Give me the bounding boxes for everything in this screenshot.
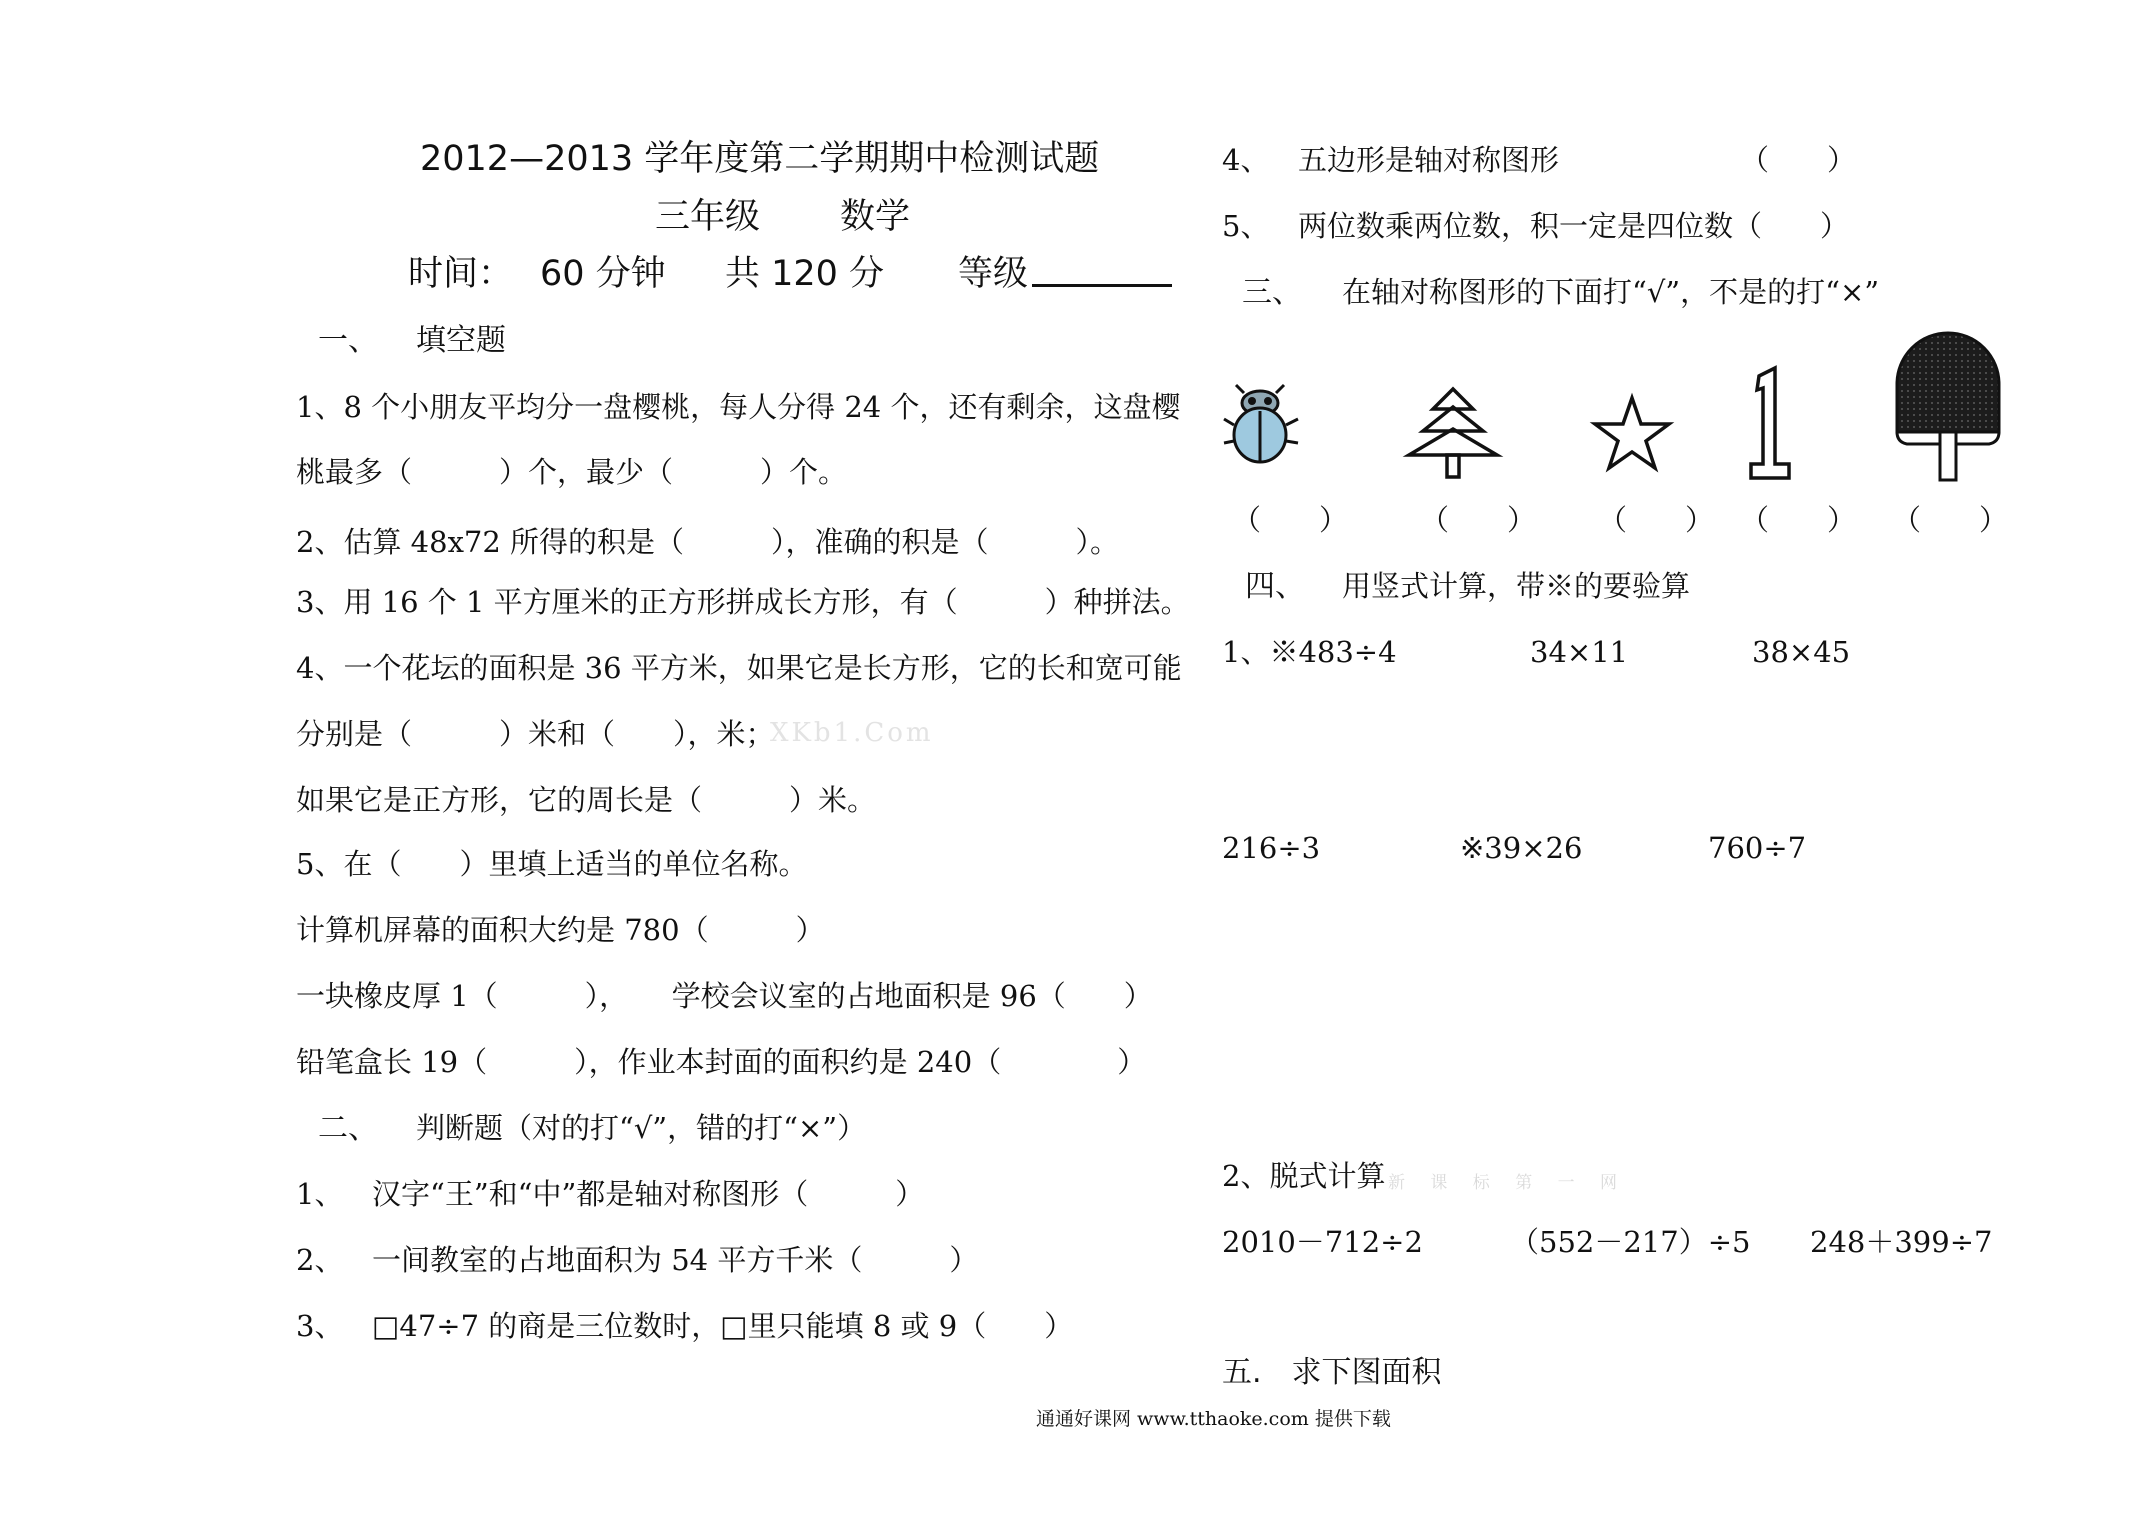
exam-title: 2012—2013 学年度第二学期期中检测试题 — [420, 139, 1100, 179]
section-3-title: 在轴对称图形的下面打“√”，不是的打“×” — [1342, 275, 1880, 309]
time-value: 60 分钟 — [540, 254, 666, 294]
judge-3: □47÷7 的商是三位数时，□里只能填 8 或 9（ ） — [372, 1309, 1074, 1343]
beetle-icon — [1222, 385, 1302, 465]
section-4-number: 四、 — [1245, 569, 1305, 604]
section-1-title: 填空题 — [416, 323, 506, 358]
q5-c: 铅笔盒长 19（ ），作业本封面的面积约是 240（ ） — [296, 1045, 1147, 1079]
calc-5: ※39×26 — [1460, 831, 1583, 865]
q1-line-2: 桃最多（ ）个，最少（ ）个。 — [296, 455, 848, 489]
calc-4: 216÷3 — [1222, 831, 1321, 865]
judge-2: 一间教室的占地面积为 54 平方千米（ ） — [372, 1243, 979, 1277]
grade-field-label: 等级 — [958, 254, 1029, 294]
grade-field — [958, 253, 1172, 295]
answer-paren-beetle: （ ） — [1232, 503, 1349, 537]
section-4-title: 用竖式计算，带※的要验算 — [1342, 569, 1691, 603]
answer-paren-star: （ ） — [1598, 503, 1715, 537]
judge-1-number: 1、 — [296, 1177, 344, 1211]
section-3-number: 三、 — [1242, 275, 1302, 310]
section-5-title: 五. 求下图面积 — [1222, 1355, 1442, 1390]
q1-line-1: 1、8 个小朋友平均分一盘樱桃，每人分得 24 个，还有剩余，这盘樱 — [296, 390, 1181, 424]
judge-4-paren: （ ） — [1740, 143, 1857, 177]
section-2-title: 判断题（对的打“√”，错的打“×”） — [416, 1111, 867, 1145]
tree-icon — [1405, 385, 1501, 481]
footer-credit: 通通好课网 www.tthaoke.com 提供下载 — [1036, 1408, 1391, 1430]
answer-paren-digit-one: （ ） — [1740, 503, 1857, 537]
judge-3-number: 3、 — [296, 1309, 344, 1343]
q3: 3、用 16 个 1 平方厘米的正方形拼成长方形，有（ ）种拼法。 — [296, 585, 1190, 619]
q4-line-1: 4、一个花坛的面积是 36 平方米，如果它是长方形，它的长和宽可能 — [296, 651, 1182, 685]
ping-pong-paddle-icon — [1893, 328, 2003, 484]
q5-a: 计算机屏幕的面积大约是 780（ ） — [296, 913, 825, 947]
calc-1: 1、※483÷4 — [1222, 635, 1397, 669]
q5-b: 一块橡皮厚 1（ ）， 学校会议室的占地面积是 96（ ） — [296, 979, 1153, 1013]
q4-line-2: 分别是（ ）米和（ ），米； — [296, 717, 775, 751]
digit-one-icon — [1745, 366, 1795, 482]
grade-blank-line — [1032, 254, 1172, 287]
step-calc-title: 2、脱式计算 — [1222, 1159, 1386, 1193]
judge-2-number: 2、 — [296, 1243, 344, 1277]
subject-label: 数学 — [840, 197, 911, 237]
expr-3: 248＋399÷7 — [1810, 1225, 1993, 1259]
q4-line-3: 如果它是正方形，它的周长是（ ）米。 — [296, 783, 877, 817]
grade-label: 三年级 — [655, 197, 761, 237]
time-label: 时间： — [408, 254, 514, 294]
judge-5: 两位数乘两位数，积一定是四位数（ ） — [1298, 209, 1850, 243]
q5: 5、在（ ）里填上适当的单位名称。 — [296, 847, 808, 881]
calc-3: 38×45 — [1752, 635, 1851, 669]
q2: 2、估算 48x72 所得的积是（ ），准确的积是（ ）。 — [296, 525, 1120, 559]
judge-5-number: 5、 — [1222, 209, 1270, 243]
judge-4-number: 4、 — [1222, 143, 1270, 177]
expr-2: （552－217）÷5 — [1510, 1225, 1751, 1259]
calc-6: 760÷7 — [1708, 831, 1807, 865]
answer-paren-tree: （ ） — [1420, 503, 1537, 537]
answer-paren-paddle: （ ） — [1892, 503, 2009, 537]
total-score: 共 120 分 — [725, 254, 885, 294]
judge-1: 汉字“王”和“中”都是轴对称图形（ ） — [372, 1177, 925, 1211]
section-1-number: 一、 — [318, 323, 378, 358]
judge-4: 五边形是轴对称图形 — [1298, 143, 1560, 177]
watermark-xkb: 新 课 标 第 一 网 — [1388, 1173, 1628, 1193]
section-2-number: 二、 — [318, 1111, 378, 1146]
star-icon — [1592, 395, 1672, 471]
calc-2: 34×11 — [1530, 635, 1629, 669]
watermark-xkb1: XKb1.Com — [770, 718, 934, 748]
expr-1: 2010－712÷2 — [1222, 1225, 1423, 1259]
